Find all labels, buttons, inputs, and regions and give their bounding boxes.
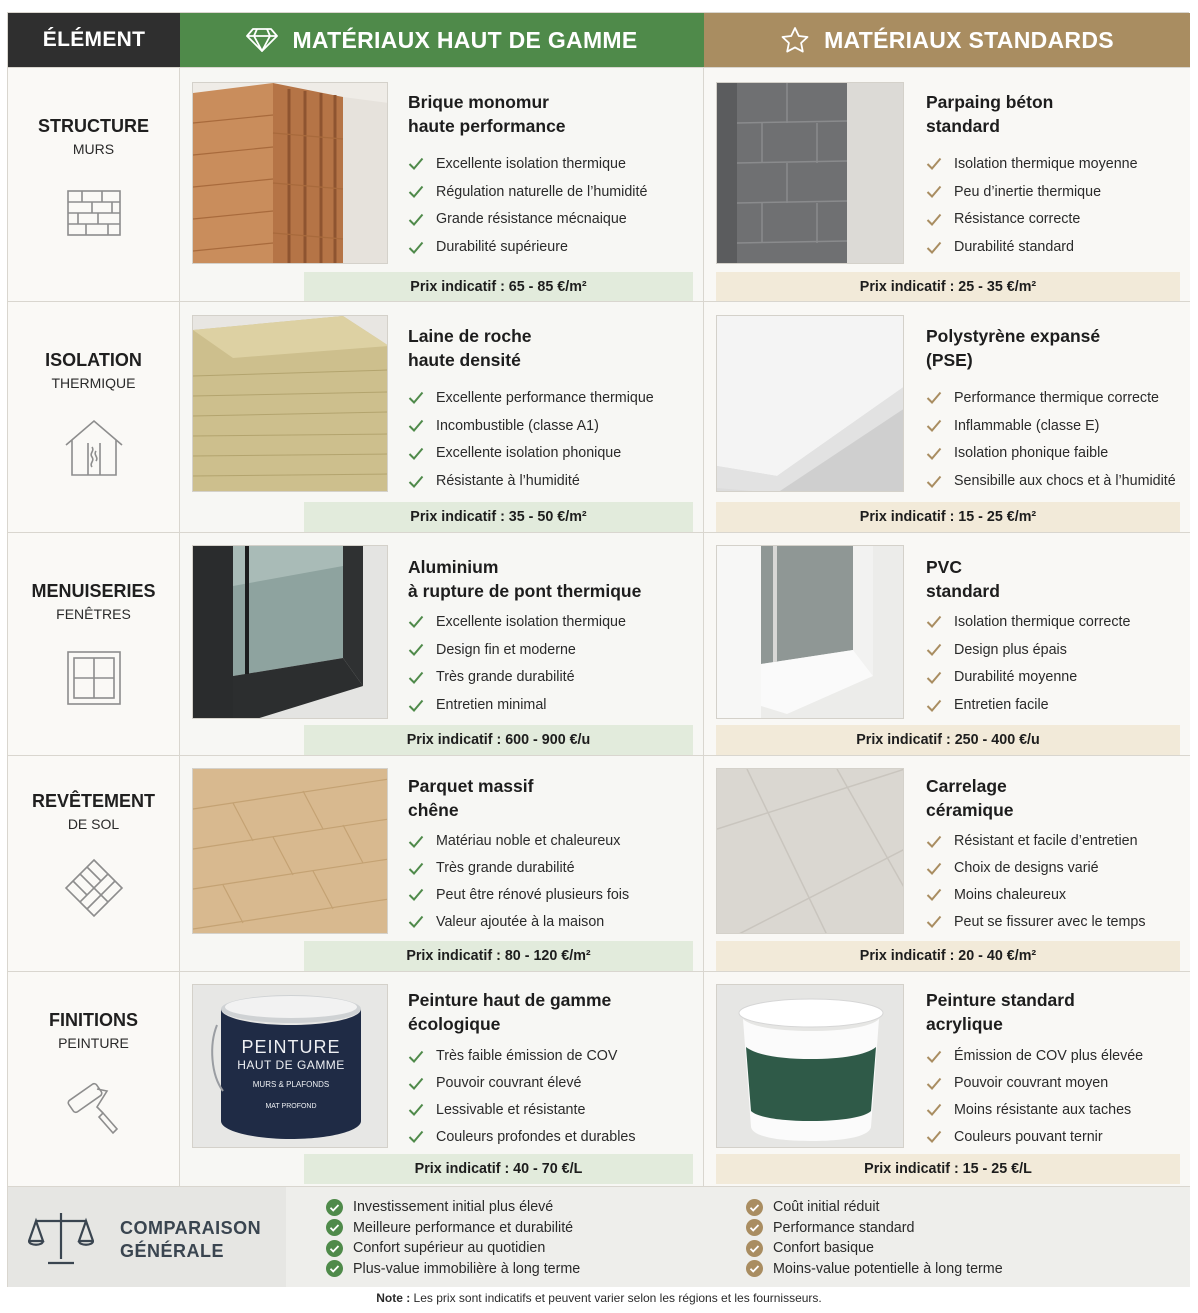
row-menuiseries [8,532,1190,755]
check-icon [408,643,424,656]
material-title-line: Parpaing béton [926,92,1054,112]
check-icon [926,391,942,404]
material-title [926,988,1075,1036]
feature-item: Valeur ajoutée à la maison [408,908,629,935]
material-title-line: haute densité [408,350,521,370]
footnote-label: Note : [376,1291,411,1305]
header-standard [704,13,1190,67]
check-icon [926,615,942,628]
price-band: Prix indicatif : 600 - 900 €/u [304,725,693,755]
high-end-cell [180,972,704,1186]
material-title-line: Brique monomur [408,92,549,112]
price-band: Prix indicatif : 35 - 50 €/m² [304,502,693,532]
summary-high-end-list [326,1197,580,1279]
star-icon [780,26,810,54]
summary-standard-list [746,1197,1003,1279]
element-title: FINITIONS [49,1010,138,1030]
feature-item: Peut se fissurer avec le temps [926,908,1146,935]
price-band: Prix indicatif : 15 - 25 €/L [716,1154,1180,1184]
check-icon [408,1130,424,1143]
feature-list [408,828,629,935]
feature-item: Matériau noble et chaleureux [408,828,629,855]
feature-item: Sensibille aux chocs et à l’humidité [926,467,1176,495]
feature-item: Moins chaleureux [926,882,1146,909]
window-icon [64,648,124,708]
feature-item: Résistant et facile d’entretien [926,828,1146,855]
feature-item: Durabilité moyenne [926,664,1130,692]
header-element [8,13,180,67]
standard-cell [704,68,1190,301]
check-icon [926,1130,942,1143]
feature-item: Moins résistante aux taches [926,1097,1143,1124]
check-icon [926,213,942,226]
material-title-line: standard [926,116,1000,136]
check-icon [926,915,942,928]
brick-wall-icon [64,183,124,243]
feature-item: Émission de COV plus élevée [926,1043,1143,1070]
check-icon [926,671,942,684]
feature-item: Durabilité supérieure [408,233,647,261]
summary-item: Meilleure performance et durabilité [326,1218,580,1239]
standard-cell [704,756,1190,971]
material-title-line: Peinture haut de gamme [408,990,612,1010]
feature-item: Résistance correcte [926,206,1138,234]
feature-item: Peut être rénové plusieurs fois [408,882,629,909]
feature-item: Très faible émission de COV [408,1043,636,1070]
material-title [408,988,611,1036]
check-icon [926,1050,942,1063]
summary-item: Investissement initial plus élevé [326,1197,580,1218]
summary-item: Performance standard [746,1218,1003,1239]
diamond-icon [246,27,278,53]
element-title: REVÊTEMENT [31,791,155,811]
element-cell [8,68,180,301]
check-icon [408,1077,424,1090]
premium-paint-can-photo [192,984,388,1148]
element-subtitle: MURS [72,141,115,157]
oak-parquet-photo [192,768,388,934]
paint-roller-icon [64,1077,124,1137]
check-icon [926,643,942,656]
check-icon [408,835,424,848]
check-circle-icon [326,1240,343,1257]
check-icon [408,241,424,254]
standard-cell [704,302,1190,532]
ceramic-tile-photo [716,768,904,934]
feature-item: Régulation naturelle de l’humidité [408,178,647,206]
check-icon [408,157,424,170]
material-title-line: à rupture de pont thermique [408,581,642,601]
element-cell [8,972,180,1186]
check-circle-icon [746,1260,763,1277]
material-title-line: Peinture standard [926,990,1075,1010]
feature-item: Peu d’inertie thermique [926,178,1138,206]
feature-item: Résistante à l’humidité [408,467,654,495]
material-title-line: écologique [408,1014,501,1034]
feature-item: Pouvoir couvrant élevé [408,1070,636,1097]
feature-item: Couleurs profondes et durables [408,1123,636,1150]
feature-list [926,828,1146,935]
check-icon [408,888,424,901]
can-label-4: MAT PROFOND [265,1103,317,1110]
element-subtitle: THERMIQUE [51,375,136,391]
comparison-table [7,12,1189,1287]
feature-list [408,1043,636,1150]
check-icon [926,888,942,901]
aluminium-window-photo [192,545,388,719]
feature-item: Excellente isolation thermique [408,608,626,636]
check-icon [408,1103,424,1116]
row-isolation [8,301,1190,532]
check-icon [408,419,424,432]
summary-label-cell [8,1187,286,1287]
check-circle-icon [326,1260,343,1277]
material-title-line: PVC [926,557,962,577]
can-label-1: PEINTURE [241,1037,341,1057]
material-title-line: haute performance [408,116,566,136]
footnote-text: Les prix sont indicatifs et peuvent varier selon les régions et les fournisseurs. [410,1291,822,1305]
summary-title [120,1217,261,1263]
feature-list [408,384,654,495]
check-icon [408,615,424,628]
check-icon [408,447,424,460]
check-icon [408,475,424,488]
material-title-line: Carrelage [926,776,1007,796]
check-icon [926,862,942,875]
standard-cell [704,533,1190,755]
check-icon [926,157,942,170]
summary-item: Moins-value potentielle à long terme [746,1259,1003,1280]
feature-list [408,150,647,261]
feature-item: Lessivable et résistante [408,1097,636,1124]
element-subtitle: PEINTURE [58,1035,129,1051]
price-band: Prix indicatif : 65 - 85 €/m² [304,272,693,302]
feature-item: Entretien minimal [408,691,626,719]
summary-row [8,1186,1190,1287]
can-label-2: HAUT DE GAMME [237,1058,345,1072]
header-element-label: ÉLÉMENT [42,28,146,51]
can-label-3: MURS & PLAFONDS [252,1080,330,1089]
parquet-pattern-icon [64,858,124,918]
summary-item: Coût initial réduit [746,1197,1003,1218]
check-icon [408,915,424,928]
footnote [0,1291,1198,1305]
material-title-line: céramique [926,800,1014,820]
header-standard-label: MATÉRIAUX STANDARDS [824,26,1114,53]
feature-item: Durabilité standard [926,233,1138,261]
feature-item: Inflammable (classe E) [926,412,1176,440]
feature-item: Pouvoir couvrant moyen [926,1070,1143,1097]
material-title-line: Parquet massif [408,776,534,796]
feature-item: Très grande durabilité [408,855,629,882]
standard-paint-bucket-photo [716,984,904,1148]
feature-item: Isolation thermique moyenne [926,150,1138,178]
material-title-line: standard [926,581,1000,601]
check-circle-icon [326,1199,343,1216]
check-icon [926,699,942,712]
material-title-line: chêne [408,800,459,820]
material-title-line: Laine de roche [408,326,532,346]
balance-scale-icon [28,1209,94,1267]
check-icon [926,835,942,848]
feature-item: Isolation phonique faible [926,440,1176,468]
summary-item: Confort basique [746,1238,1003,1259]
pvc-window-photo [716,545,904,719]
summary-item: Confort supérieur au quotidien [326,1238,580,1259]
polystyrene-photo [716,315,904,492]
price-band: Prix indicatif : 250 - 400 €/u [716,725,1180,755]
check-icon [926,447,942,460]
check-icon [408,862,424,875]
element-subtitle: FENÊTRES [56,606,131,622]
material-title [408,774,533,822]
material-title [926,324,1100,372]
feature-item: Couleurs pouvant ternir [926,1123,1143,1150]
material-title-line: Polystyrène expansé [926,326,1101,346]
row-finitions [8,971,1190,1186]
standard-cell [704,972,1190,1186]
price-band: Prix indicatif : 15 - 25 €/m² [716,502,1180,532]
material-title-line: Aluminium [408,557,499,577]
element-title: ISOLATION [45,350,142,370]
feature-item: Design plus épais [926,636,1130,664]
feature-list [926,150,1138,261]
concrete-block-photo [716,82,904,264]
feature-item: Excellente isolation phonique [408,440,654,468]
material-title [926,555,1000,603]
feature-item: Performance thermique correcte [926,384,1176,412]
feature-item: Isolation thermique correcte [926,608,1130,636]
material-title [926,90,1053,138]
feature-list [926,608,1130,719]
row-revetement [8,755,1190,971]
feature-item: Grande résistance mécnaique [408,206,647,234]
header-high-end [180,13,704,67]
price-band: Prix indicatif : 40 - 70 €/L [304,1154,693,1184]
material-title [408,90,566,138]
material-title [926,774,1014,822]
insulated-house-icon [64,417,124,477]
material-title [408,555,641,603]
element-cell [8,533,180,755]
check-icon [926,185,942,198]
brick-photo [192,82,388,264]
row-structure [8,67,1190,301]
price-band: Prix indicatif : 25 - 35 €/m² [716,272,1180,302]
check-circle-icon [746,1240,763,1257]
check-icon [926,1077,942,1090]
material-title-line: (PSE) [926,350,973,370]
feature-item: Entretien facile [926,691,1130,719]
feature-item: Excellente performance thermique [408,384,654,412]
summary-item: Plus-value immobilière à long terme [326,1259,580,1280]
check-circle-icon [746,1199,763,1216]
feature-list [408,608,626,719]
element-title: STRUCTURE [38,116,149,136]
check-icon [926,475,942,488]
element-cell [8,302,180,532]
price-band: Prix indicatif : 20 - 40 €/m² [716,941,1180,971]
check-icon [408,699,424,712]
header-high-end-label: MATÉRIAUX HAUT DE GAMME [292,26,638,53]
feature-item: Très grande durabilité [408,664,626,692]
feature-list [926,1043,1143,1150]
feature-item: Incombustible (classe A1) [408,412,654,440]
element-subtitle: DE SOL [67,816,120,832]
feature-list [926,384,1176,495]
check-circle-icon [326,1219,343,1236]
high-end-cell [180,302,704,532]
high-end-cell [180,533,704,755]
check-icon [926,419,942,432]
check-icon [408,1050,424,1063]
element-title: MENUISERIES [31,581,156,601]
check-circle-icon [746,1219,763,1236]
check-icon [408,185,424,198]
high-end-cell [180,756,704,971]
price-band: Prix indicatif : 80 - 120 €/m² [304,941,693,971]
check-icon [926,241,942,254]
element-cell [8,756,180,971]
high-end-cell [180,68,704,301]
feature-item: Design fin et moderne [408,636,626,664]
rock-wool-photo [192,315,388,492]
check-icon [408,671,424,684]
feature-item: Excellente isolation thermique [408,150,647,178]
material-title [408,324,532,372]
summary-title-line: GÉNÉRALE [120,1241,225,1261]
material-title-line: acrylique [926,1014,1003,1034]
check-icon [408,213,424,226]
feature-item: Choix de designs varié [926,855,1146,882]
summary-title-line: COMPARAISON [120,1218,262,1238]
check-icon [926,1103,942,1116]
check-icon [408,391,424,404]
